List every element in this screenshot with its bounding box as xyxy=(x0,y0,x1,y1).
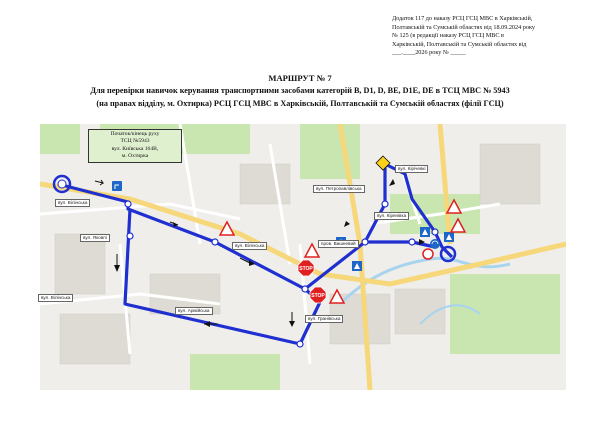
turnaround-loop xyxy=(58,180,66,188)
building-block xyxy=(55,234,105,294)
order-annex-line: № 125 (в редакції наказу РСЦ ГСЦ МВС в xyxy=(392,32,504,40)
street-label: пров. Вишневий xyxy=(318,240,359,248)
order-annex-line: ___.____2026 року № _____ xyxy=(392,49,466,57)
route-node xyxy=(409,239,415,245)
route-node xyxy=(125,201,131,207)
street-label: вул. Яковлі xyxy=(80,234,110,242)
route-node xyxy=(362,239,368,245)
start-finish-line: ТСЦ №5943 xyxy=(120,138,150,145)
map-canvas xyxy=(40,124,566,390)
street-label: вул. Кірічевкі xyxy=(395,165,428,173)
start-finish-line: вул. Київська 164В, xyxy=(111,145,159,152)
route-node xyxy=(127,233,133,239)
park-area xyxy=(450,274,560,354)
route-map xyxy=(40,124,566,390)
route-node xyxy=(212,239,218,245)
restriction-sign xyxy=(423,249,433,259)
order-annex-line: Полтавській та Сумській областях від 18.09.2024 року xyxy=(392,23,535,31)
start-finish-label xyxy=(88,129,182,163)
building-block xyxy=(480,144,540,204)
route-subtitle-line: Для перевірки навичок керування транспортними засобами категорій B, D1, D, BE, D1E, DE в ТСЦ МВС № 5943 xyxy=(90,86,510,95)
street-label: вул. Гранівська xyxy=(305,315,343,323)
route-node xyxy=(302,286,308,292)
street-label: вул. Петропавлівська xyxy=(313,185,365,193)
park-area xyxy=(300,124,360,179)
street-label: вул. Вілінська xyxy=(55,199,90,207)
order-annex-line: Додаток 117 до наказу РСЦ ГСЦ МВС в Харківській, xyxy=(392,15,533,22)
building-block xyxy=(240,164,290,204)
route-subtitle xyxy=(20,85,580,110)
stop-sign-text: STOP xyxy=(311,293,325,299)
stop-sign-text: STOP xyxy=(299,266,313,272)
park-area xyxy=(40,124,80,154)
route-node xyxy=(382,201,388,207)
street-label: вул. Армійська xyxy=(175,307,213,315)
street-label: вул. Вілінська xyxy=(38,294,73,302)
start-finish-line: Початок/кінець руху xyxy=(110,131,160,137)
route-node xyxy=(432,229,438,235)
order-annex-line: Харківській, Полтавській та Сумській областях від xyxy=(392,40,527,48)
park-area xyxy=(190,354,280,390)
mandatory-direction-sign xyxy=(112,181,122,191)
route-subtitle-line: (на правах відділу, м. Охтирка) РСЦ ГСЦ МВС в Харківській, Полтавській та Сумській областях (філії ГСЦ) xyxy=(96,98,504,108)
route-title: МАРШРУТ № 7 xyxy=(268,73,332,83)
order-annex-note xyxy=(392,15,580,58)
street-label: вул. Кірянівка xyxy=(374,212,409,220)
building-block xyxy=(60,314,130,364)
start-finish-line: м. Охтирка xyxy=(121,153,149,160)
street-label: вул. Вілінська xyxy=(232,242,267,250)
route-node xyxy=(297,341,303,347)
roundabout-sign xyxy=(430,239,440,249)
